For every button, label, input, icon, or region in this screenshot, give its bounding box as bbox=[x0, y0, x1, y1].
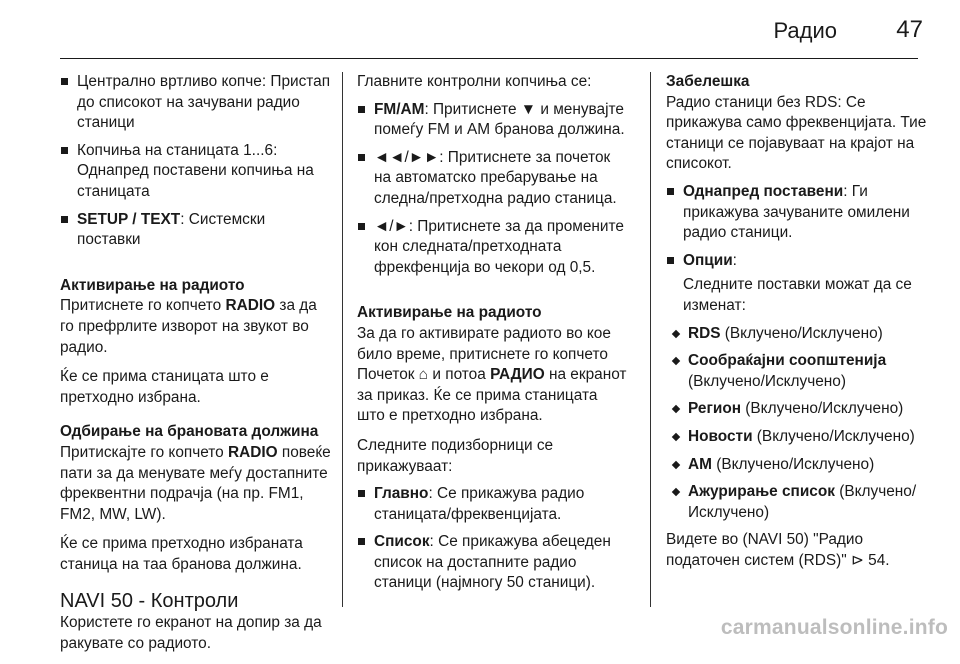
watermark: carmanualsonline.info bbox=[720, 616, 948, 639]
option-item: Ажурирање список (Вклучено/Исклучено) bbox=[666, 482, 928, 523]
header-divider bbox=[60, 58, 918, 59]
paragraph: Ќе се прима претходно избраната станица на таа бранова должина. bbox=[60, 535, 303, 573]
bullet-item: ◄/►: Притиснете за да промените кон следната/претходната фрекфенција во чекори од 0,5. bbox=[357, 217, 629, 279]
paragraph: Ќе се прима станицата што е претходно избрана. bbox=[60, 368, 269, 406]
bullet-item: ◄◄/►►: Притиснете за почеток на автоматско пребарување на следна/претходна радио станица. bbox=[357, 148, 629, 210]
column-divider-2 bbox=[650, 72, 651, 607]
see-also-reference: Видете во (NAVI 50) "Радио податочен систем (RDS)" ⊳ 54. bbox=[666, 531, 890, 569]
bullet-item: SETUP / TEXT: Системски поставки bbox=[60, 210, 332, 251]
column-3 bbox=[666, 72, 928, 580]
options-description: Следните поставки можат да се изменат: bbox=[683, 276, 912, 314]
bullet-item: Опции: bbox=[666, 251, 928, 272]
section-heading: Активирање на радиото bbox=[357, 304, 542, 322]
paragraph: Притиснете го копчето RADIO за да го префрлите изворот на звукот во радио. bbox=[60, 297, 317, 356]
page-title: Радио bbox=[773, 18, 837, 43]
note-text: Радио станици без RDS: Се прикажува само фреквенцијата. Тие станици се појавуваат на крајот на списокот. bbox=[666, 93, 927, 173]
option-item: Регион (Вклучено/Исклучено) bbox=[666, 399, 928, 420]
section-heading-large: NAVI 50 - Контроли bbox=[60, 590, 239, 613]
page-ref-arrow-icon: ⊳ bbox=[850, 551, 864, 569]
column-divider-1 bbox=[342, 72, 343, 607]
section-heading: Одбирање на брановата должина bbox=[60, 423, 319, 441]
bullet-item: Главно: Се прикажува радио станицата/фреквенцијата. bbox=[357, 484, 629, 525]
section-heading: Активирање на радиото bbox=[60, 276, 245, 294]
paragraph: Притискајте го копчето RADIO повеќе пати за да менувате меѓу достапните фреквентни подрачја (на пр. FM1, FM2, MW, LW). bbox=[60, 443, 331, 523]
home-icon: ⌂ bbox=[418, 366, 429, 384]
option-item: AM (Вклучено/Исклучено) bbox=[666, 455, 928, 476]
column-2 bbox=[357, 72, 629, 601]
page-number: 47 bbox=[896, 16, 923, 43]
bullet-item: Копчиња на станицата 1...6: Однапред поставени копчиња на станицата bbox=[60, 141, 332, 203]
column-1 bbox=[60, 72, 332, 664]
bullet-item: Централно вртливо копче: Пристап до списокот на зачувани радио станици bbox=[60, 72, 332, 134]
paragraph: Главните контролни копчиња се: bbox=[357, 73, 592, 90]
paragraph: Користете го екранот на допир за да ракувате со радиото. bbox=[60, 614, 322, 653]
option-item: Сообраќајни соопштенија (Вклучено/Исклучено) bbox=[666, 351, 928, 392]
bullet-item: Список: Се прикажува абецеден список на достапните радио станици (најмногу 50 станици). bbox=[357, 532, 629, 594]
option-item: Новости (Вклучено/Исклучено) bbox=[666, 427, 928, 448]
bullet-item: Однапред поставени: Ги прикажува зачуваните омилени радио станици. bbox=[666, 182, 928, 244]
option-item: RDS (Вклучено/Исклучено) bbox=[666, 324, 928, 345]
paragraph: Следните подизборници се прикажуваат: bbox=[357, 436, 554, 475]
note-heading: Забелешка bbox=[666, 73, 750, 90]
paragraph: За да го активирате радиото во кое било време, притиснете го копчето Почеток ⌂ и потоа РАДИО на екранот за приказ. Ќе се прима станицата што е претходно избрана. bbox=[357, 324, 627, 425]
bullet-item: FM/AM: Притиснете ▼ и менувајте помеѓу FM и AM бранова должина. bbox=[357, 100, 629, 141]
